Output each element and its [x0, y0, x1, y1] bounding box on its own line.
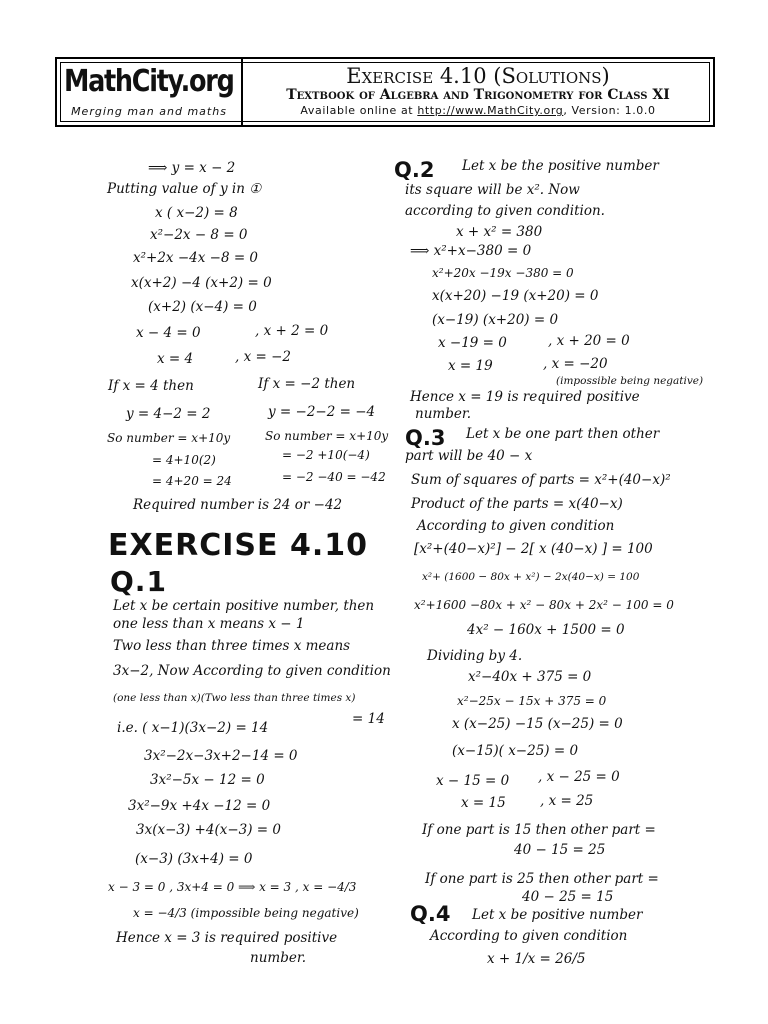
solution-line: x(x+20) −19 (x+20) = 0: [432, 288, 599, 304]
solution-line: Product of the parts = x(40−x): [411, 496, 623, 512]
solution-line: (x+2) (x−4) = 0: [148, 299, 257, 315]
solution-line: According to given condition: [430, 928, 628, 944]
solution-line: 40 − 25 = 15: [522, 889, 614, 905]
solution-line: x = 19: [448, 358, 493, 374]
solution-line: x ( x−2) = 8: [155, 205, 238, 221]
exercise-banner: EXERCISE 4.10: [108, 528, 368, 563]
solution-line: = 4+20 = 24: [152, 474, 232, 488]
solution-line: x + 1/x = 26/5: [487, 951, 586, 967]
solution-line: x = 15: [461, 795, 506, 811]
solution-line: x + x² = 380: [456, 224, 543, 240]
solution-line: ⟹ y = x − 2: [148, 160, 236, 176]
page-subtitle: Textbook of Algebra and Trigonometry for Class XI: [286, 87, 670, 104]
availability-line: [300, 104, 655, 118]
solution-line: y = 4−2 = 2: [126, 406, 211, 422]
solution-line: 3x(x−3) +4(x−3) = 0: [136, 822, 281, 838]
solution-line: If x = 4 then: [108, 378, 194, 394]
solution-line: (x−3) (3x+4) = 0: [135, 851, 253, 867]
solution-line: x²+2x −4x −8 = 0: [133, 250, 259, 266]
solution-line: (impossible being negative): [556, 375, 704, 387]
solution-line: y = −2−2 = −4: [268, 404, 376, 420]
solution-line: (x−15)( x−25) = 0: [452, 743, 579, 759]
solution-line: 3x²−5x − 12 = 0: [150, 772, 265, 788]
solution-line: = −2 −40 = −42: [282, 470, 386, 484]
solution-line: , x = 25: [540, 793, 594, 809]
solution-line: 3x²−9x +4x −12 = 0: [128, 798, 271, 814]
solution-line: x − 15 = 0: [436, 773, 510, 789]
solution-line: x (x−25) −15 (x−25) = 0: [452, 716, 623, 732]
solution-line: x²+1600 −80x + x² − 80x + 2x² − 100 = 0: [414, 598, 674, 612]
availability-prefix: Available online at: [300, 104, 414, 118]
solution-line: According to given condition: [417, 518, 615, 534]
site-link[interactable]: http://www.MathCity.org: [417, 104, 564, 118]
solution-line: x −19 = 0: [438, 335, 507, 351]
solution-line: Putting value of y in ①: [107, 181, 262, 197]
solution-line: x − 4 = 0: [136, 325, 201, 341]
solution-line: according to given condition.: [405, 203, 605, 219]
solution-line: its square will be x². Now: [405, 182, 580, 198]
page-header: [55, 57, 715, 127]
solution-line: Two less than three times x means: [113, 638, 351, 654]
solution-line: x = 4: [157, 351, 194, 367]
solution-line: If one part is 25 then other part =: [425, 871, 659, 887]
solution-line: If one part is 15 then other part =: [422, 822, 656, 838]
solution-line: x = −4/3 (impossible being negative): [133, 906, 359, 920]
solution-line: x − 3 = 0 , 3x+4 = 0 ⟹ x = 3 , x = −4/3: [108, 880, 357, 894]
solution-line: Let x be the positive number: [462, 158, 659, 174]
solution-line: Let x be positive number: [472, 907, 643, 923]
solution-line: , x = −2: [235, 349, 291, 365]
solution-line: [x²+(40−x)²] − 2[ x (40−x) ] = 100: [414, 541, 653, 557]
solution-line: Sum of squares of parts = x²+(40−x)²: [411, 472, 671, 488]
solution-line: , x = −20: [543, 356, 608, 372]
solution-line: x(x+2) −4 (x+2) = 0: [131, 275, 272, 291]
version-text: , Version: 1.0.0: [563, 104, 656, 118]
header-info: [243, 59, 713, 125]
brand-logo: MathCity.org: [64, 63, 234, 99]
solution-line: Hence x = 19 is required positive: [410, 389, 640, 405]
solution-line: Let x be one part then other: [466, 426, 660, 442]
solution-line: = 14: [352, 711, 385, 727]
solution-line: Required number is 24 or −42: [133, 497, 343, 513]
solution-line: 3x−2, Now According to given condition: [113, 663, 391, 679]
solution-line: ⟹ x²+x−380 = 0: [410, 243, 532, 259]
solution-line: x²+ (1600 − 80x + x²) − 2x(40−x) = 100: [422, 571, 640, 583]
solution-line: (x−19) (x+20) = 0: [432, 312, 559, 328]
page-title: Exercise 4.10 (Solutions): [346, 64, 610, 89]
question-heading: Q.1: [110, 565, 167, 598]
solution-line: i.e. ( x−1)(3x−2) = 14: [117, 720, 269, 736]
solution-line: x²−25x − 15x + 375 = 0: [457, 694, 607, 708]
solution-line: Let x be certain positive number, then: [113, 598, 375, 614]
solution-line: Dividing by 4.: [427, 648, 523, 664]
solution-line: , x + 20 = 0: [548, 333, 630, 349]
solution-line: So number = x+10y: [107, 431, 231, 445]
solution-line: = 4+10(2): [152, 453, 216, 467]
question-heading: Q.3: [405, 426, 446, 450]
solution-line: Hence x = 3 is required positive: [116, 930, 338, 946]
question-heading: Q.4: [410, 902, 451, 926]
solution-line: x²−2x − 8 = 0: [150, 227, 248, 243]
solution-line: x²−40x + 375 = 0: [468, 669, 592, 685]
solution-line: 3x²−2x−3x+2−14 = 0: [144, 748, 298, 764]
solution-line: If x = −2 then: [258, 376, 356, 392]
solution-line: = −2 +10(−4): [282, 448, 370, 462]
solution-line: 40 − 15 = 25: [514, 842, 606, 858]
solution-line: number.: [415, 406, 472, 422]
question-heading: Q.2: [394, 158, 435, 182]
solution-line: one less than x means x − 1: [113, 616, 305, 632]
solution-line: So number = x+10y: [265, 429, 389, 443]
solution-line: (one less than x)(Two less than three times x): [113, 692, 356, 704]
solution-line: x²+20x −19x −380 = 0: [432, 266, 574, 280]
brand-tagline: Merging man and maths: [71, 104, 227, 118]
brand-block: [57, 59, 243, 125]
solution-line: 4x² − 160x + 1500 = 0: [467, 622, 625, 638]
solution-line: part will be 40 − x: [405, 448, 533, 464]
solution-line: , x + 2 = 0: [255, 323, 329, 339]
solution-line: number.: [250, 950, 307, 966]
solution-line: , x − 25 = 0: [538, 769, 620, 785]
